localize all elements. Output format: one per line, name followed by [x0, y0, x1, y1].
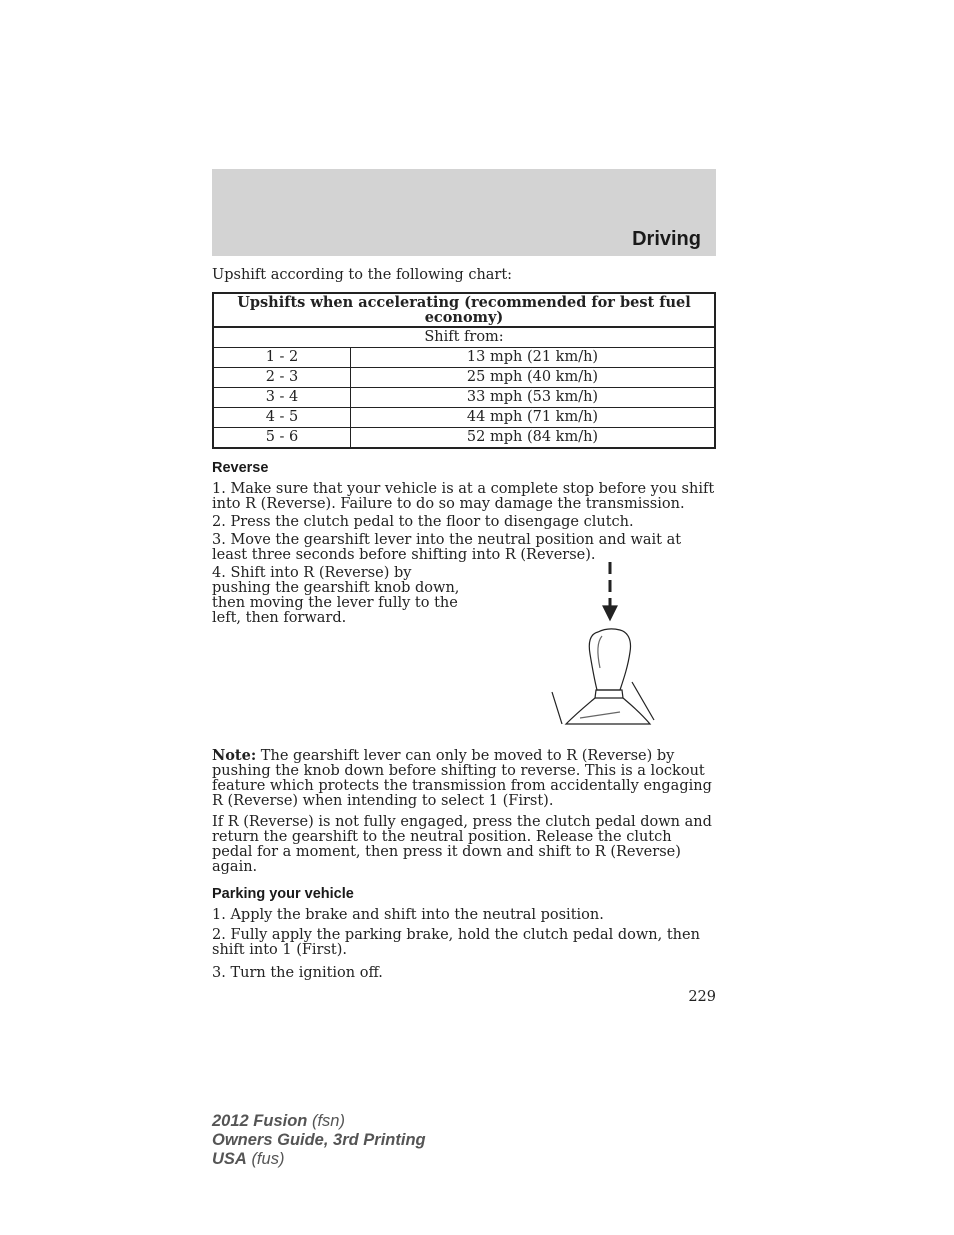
gears-cell: 5 - 6: [213, 428, 351, 449]
parking-step-2: 2. Fully apply the parking brake, hold the clutch pedal down, then shift into 1 (First).: [212, 927, 700, 958]
gears-cell: 3 - 4: [213, 388, 351, 408]
speed-cell: 52 mph (84 km/h): [351, 428, 716, 449]
shift-boot: [566, 698, 650, 724]
parking-heading: Parking your vehicle: [212, 886, 354, 902]
table-row: [213, 388, 715, 408]
gears-cell: 2 - 3: [213, 368, 351, 388]
table-row: [213, 348, 715, 368]
reverse-followup: If R (Reverse) is not fully engaged, press the clutch pedal down and return the gearshift to the neutral position. Release the clutch pedal for a moment, then press it down and shift to R (Reverse) again.: [212, 814, 712, 875]
table-row: [213, 368, 715, 388]
footer-guide: Owners Guide, 3rd Printing: [212, 1131, 426, 1149]
intro-text: Upshift according to the following chart:: [212, 267, 513, 283]
knob-collar: [595, 690, 623, 698]
parking-step-3: 3. Turn the ignition off.: [212, 965, 383, 981]
speed-cell: 13 mph (21 km/h): [351, 348, 716, 368]
upshift-table: [212, 292, 716, 449]
reverse-step-3: 3. Move the gearshift lever into the neutral position and wait at least three seconds before shifting into R (Reverse).: [212, 532, 682, 563]
table-row: [213, 428, 715, 449]
footer-market-code: (fus): [251, 1150, 285, 1168]
document-footer: [212, 1112, 426, 1169]
reverse-step-4: 4. Shift into R (Reverse) by pushing the gearshift knob down, then moving the lever fully to the left, then forward.: [212, 565, 460, 626]
parking-step-1: 1. Apply the brake and shift into the neutral position.: [212, 907, 604, 923]
footer-model: 2012 Fusion: [212, 1112, 308, 1130]
section-header-band: [212, 169, 716, 256]
note-label: Note:: [212, 747, 257, 764]
footer-market: USA: [212, 1150, 247, 1168]
reverse-step-1: 1. Make sure that your vehicle is at a complete stop before you shift into R (Reverse). Failure to do so may damage the transmission.: [212, 481, 715, 512]
table-title: Upshifts when accelerating (recommended for best fuel economy): [213, 293, 715, 327]
reverse-step-2: 2. Press the clutch pedal to the floor to disengage clutch.: [212, 514, 634, 530]
boot-fold: [580, 712, 620, 718]
console-right-edge: [632, 682, 654, 720]
section-title: Driving: [632, 228, 701, 250]
speed-cell: 25 mph (40 km/h): [351, 368, 716, 388]
gears-cell: 4 - 5: [213, 408, 351, 428]
page-content: [212, 268, 716, 1005]
footer-model-code: (fsn): [311, 1112, 345, 1130]
knob-highlight: [598, 636, 602, 668]
speed-cell: 44 mph (71 km/h): [351, 408, 716, 428]
speed-cell: 33 mph (53 km/h): [351, 388, 716, 408]
table-subheader: Shift from:: [213, 327, 715, 348]
reverse-heading: Reverse: [212, 460, 269, 476]
knob-outline: [589, 629, 630, 690]
reverse-note: [212, 748, 716, 809]
push-arrow-head: [603, 606, 617, 620]
reverse-step-4-block: [212, 566, 716, 744]
gearshift-knob-illustration: [550, 562, 660, 730]
gears-cell: 1 - 2: [213, 348, 351, 368]
table-row: [213, 408, 715, 428]
console-left-edge: [552, 692, 562, 724]
page-number: 229: [688, 989, 716, 1005]
note-text: The gearshift lever can only be moved to R (Reverse) by pushing the knob down before shifting to reverse. This is a lockout feature which protects the transmission from accidentally engaging R (Reverse) when intending to select 1 (First).: [212, 748, 712, 809]
